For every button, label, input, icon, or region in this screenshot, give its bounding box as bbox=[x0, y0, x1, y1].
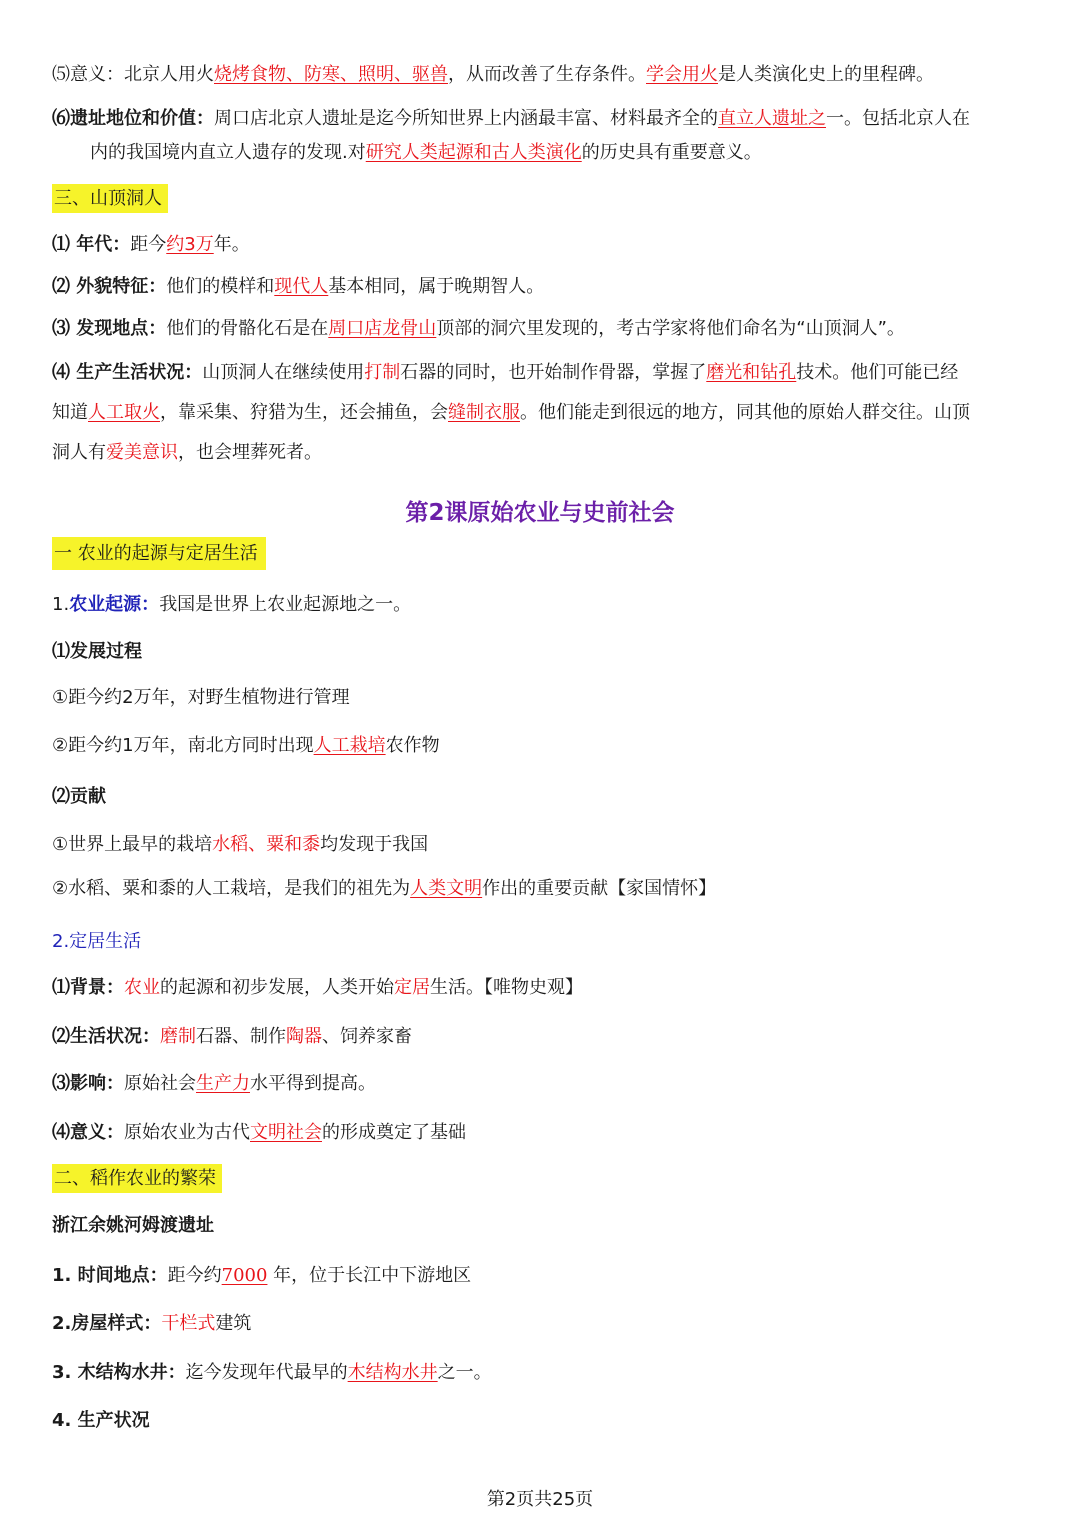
upper-cave-location: ⑶ 发现地点：他们的骨骼化石是在周口店龙骨山顶部的洞穴里发现的，考古学家将他们命名为“山顶洞人”。 bbox=[52, 318, 905, 339]
upper-cave-era: ⑴ 年代：距今约3万年。 bbox=[52, 234, 250, 255]
settled-impact: ⑶影响：原始社会生产力水平得到提高。 bbox=[52, 1073, 376, 1094]
settled-significance: ⑷意义：原始农业为古代文明社会的形成奠定了基础 bbox=[52, 1122, 466, 1143]
upper-cave-life-line1: ⑷ 生产生活状况：山顶洞人在继续使用打制石器的同时，也开始制作骨器，掌握了磨光和钻孔技术。他们可能已经 bbox=[52, 362, 959, 383]
upper-cave-appearance: ⑵ 外貌特征：他们的模样和现代人基本相同，属于晚期智人。 bbox=[52, 276, 545, 297]
item-6-site-value-cont: 内的我国境内直立人遗存的发现.对研究人类起源和古人类演化的历史具有重要意义。 bbox=[90, 142, 762, 163]
item-5-significance: ⑸意义：北京人用火烧烤食物、防寒、照明、驱兽，从而改善了生存条件。学会用火是人类演化史上的里程碑。 bbox=[52, 64, 934, 85]
contribution-item-2: ②水稻、粟和黍的人工栽培，是我们的祖先为人类文明作出的重要贡献【家国情怀】 bbox=[52, 878, 717, 899]
section-heading-agriculture-origin: 一 农业的起源与定居生活 bbox=[52, 541, 266, 567]
page-footer: 第2页共25页 bbox=[486, 1489, 594, 1510]
settled-life-heading: 2.定居生活 bbox=[52, 931, 142, 952]
contribution-item-1: ①世界上最早的栽培水稻、粟和黍均发现于我国 bbox=[52, 834, 429, 855]
development-item-1: ①距今约2万年，对野生植物进行管理 bbox=[52, 687, 350, 708]
hemudu-site-heading: 浙江余姚河姆渡遗址 bbox=[52, 1215, 214, 1236]
hemudu-wooden-well: 3. 木结构水井：迄今发现年代最早的木结构水井之一。 bbox=[52, 1362, 492, 1383]
item-6-site-value: ⑹遗址地位和价值：周口店北京人遗址是迄今所知世界上内涵最丰富、材料最齐全的直立人遗址之一。包括北京人在 bbox=[52, 108, 970, 129]
hemudu-production: 4. 生产状况 bbox=[52, 1410, 150, 1431]
development-item-2: ②距今约1万年，南北方同时出现人工栽培农作物 bbox=[52, 735, 440, 756]
upper-cave-life-line2: 知道人工取火，靠采集、狩猎为生，还会捕鱼，会缝制衣服。他们能走到很远的地方，同其他的原始人群交往。山顶 bbox=[52, 402, 970, 423]
section-heading-rice-agriculture: 二、稻作农业的繁荣 bbox=[52, 1166, 222, 1192]
upper-cave-life-line3: 洞人有爱美意识，也会埋葬死者。 bbox=[52, 442, 322, 463]
settled-living: ⑵生活状况：磨制石器、制作陶器、饲养家畜 bbox=[52, 1026, 412, 1047]
lesson-title: 第2课原始农业与史前社会 bbox=[405, 500, 675, 526]
contribution-heading: ⑵贡献 bbox=[52, 786, 106, 807]
agriculture-origin: 1.农业起源：我国是世界上农业起源地之一。 bbox=[52, 594, 412, 615]
hemudu-time-place: 1. 时间地点：距今约7000 年，位于长江中下游地区 bbox=[52, 1265, 472, 1286]
settled-background: ⑴背景：农业的起源和初步发展，人类开始定居生活。【唯物史观】 bbox=[52, 977, 583, 998]
hemudu-house-style: 2.房屋样式：干栏式建筑 bbox=[52, 1313, 252, 1334]
section-heading-upper-cave-man: 三、山顶洞人 bbox=[52, 186, 168, 212]
development-heading: ⑴发展过程 bbox=[52, 641, 142, 662]
